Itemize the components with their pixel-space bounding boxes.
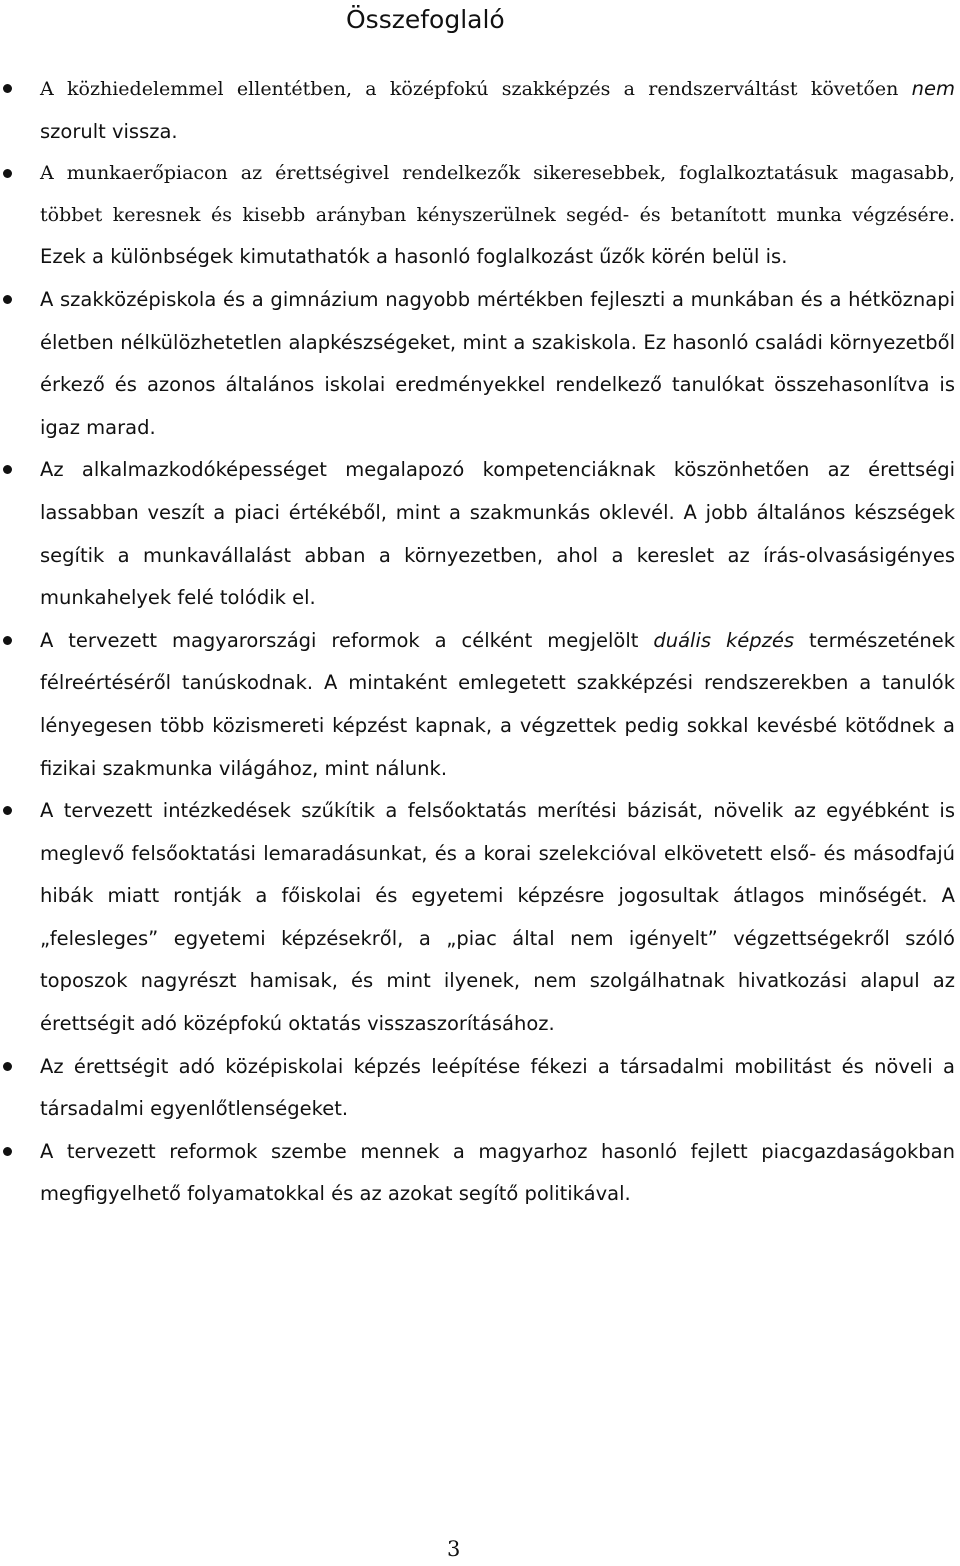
list-item: [0, 620, 960, 790]
item-text: Az alkalmazkodóképességet megalapozó kompetenciáknak köszönhetően az érettségi lassabban veszít a piaci értékéből, mint a szakmunkás oklevél. A jobb általános készségek segítik a munkavállalást abban a környezetben, ahol a kereslet az írás-olvasásigényes munkahelyek felé tolódik el.: [40, 458, 955, 610]
list-item: [0, 153, 960, 279]
item-text: A szakközépiskola és a gimnázium nagyobb mértékben fejleszti a munkában és a hétköznapi életben nélkülözhetetlen alapkészségeket, mint a szakiskola. Ez hasonló családi környezetből érkező és azonos általános iskolai eredményekkel rendelkező tanulókat összehasonlítva is igaz marad.: [40, 287, 955, 439]
bullet-icon: [3, 636, 12, 645]
item-text: Ezek a különbségek kimutathatók a hasonló foglalkozást űzők körén belül is.: [40, 245, 788, 269]
list-item: [0, 1046, 960, 1131]
item-text-emphasis: duális képzés: [653, 628, 795, 652]
item-text: A tervezett intézkedések szűkítik a felsőoktatás merítési bázisát, növelik az egyébként is meglevő felsőoktatási lemaradásunkat, és a korai szelekcióval elkövetett első- és másodfajú hibák miatt rontják a főiskolai és egyetemi képzésre jogosultak átlagos minőségét. A „felesleges” egyetemi képzésekről, a „piac által nem igényelt” végzettségekről szóló toposzok nagyrészt hamisak, és mint ilyenek, nem szolgálhatnak hivatkozási alapul az érettségit adó középfokú oktatás visszaszorításához.: [40, 799, 955, 1036]
item-text-emphasis: nem: [911, 77, 955, 100]
bullet-icon: [3, 1062, 12, 1071]
bullet-icon: [3, 295, 12, 304]
item-text: természetének félreértéséről tanúskodnak. A mintaként emlegetett szakképzési rendszerekben a tanulók lényegesen több közismereti képzést kapnak, a végzettek pedig sokkal kevésbé kötődnek a fizikai szakmunka világához, mint nálunk.: [40, 628, 955, 780]
item-text: A közhiedelemmel ellentétben, a középfokú szakképzés a rendszerváltást követően: [40, 78, 912, 100]
bullet-icon: [3, 465, 12, 474]
item-text: szorult vissza.: [40, 119, 178, 143]
list-item: [0, 1131, 960, 1216]
item-text: A tervezett magyarországi reformok a célként megjelölt: [40, 628, 654, 652]
bullet-icon: [3, 1147, 12, 1156]
list-item: [0, 790, 960, 1046]
item-text: Az érettségit adó középiskolai képzés leépítése fékezi a társadalmi mobilitást és növeli a társadalmi egyenlőtlenségeket.: [40, 1054, 955, 1121]
item-text: A munkaerőpiacon az érettségivel rendelkezők sikeresebbek, foglalkoztatásuk magasabb, többet keresnek és kisebb arányban kényszerülnek segéd- és betanított munka végzésére.: [40, 162, 955, 226]
list-item: [0, 279, 960, 449]
page-title: Összefoglaló: [346, 5, 505, 34]
item-text: A tervezett reformok szembe mennek a magyarhoz hasonló fejlett piacgazdaságokban megfigyelhető folyamatokkal és az azokat segítő politikával.: [40, 1139, 955, 1206]
bullet-icon: [3, 806, 12, 815]
page-number: 3: [447, 1537, 461, 1561]
list-item: [0, 68, 960, 153]
list-item: [0, 449, 960, 619]
bullet-icon: [3, 84, 12, 93]
bullet-icon: [3, 169, 12, 178]
summary-bullet-list: [0, 68, 960, 1216]
